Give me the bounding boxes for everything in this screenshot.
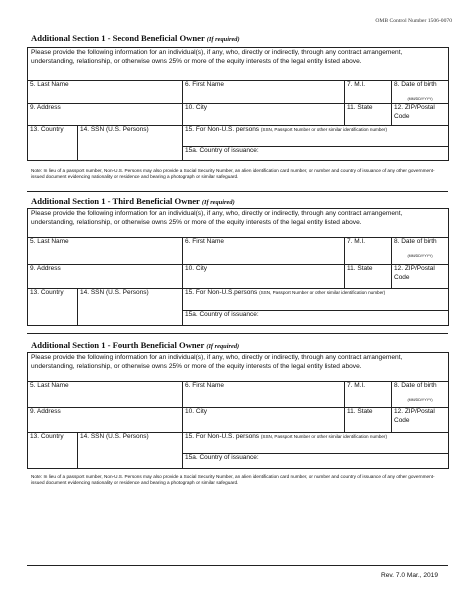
country-of-issuance-label: 15a. Country of issuance: [185, 311, 259, 318]
state-field[interactable] [345, 265, 392, 289]
date-of-birth-field[interactable] [392, 238, 449, 265]
state-label: 11. State [347, 104, 373, 112]
state-field[interactable] [345, 104, 392, 126]
intro-text: Please provide the following information for an individual(s), if any, who, directly or indirectly, through any contract arrangement, understanding, relationship, or otherwise owns 25% or more of the equity interests of the legal entity listed above. [28, 353, 449, 382]
intro-text: Please provide the following information for an individual(s), if any, who, directly or indirectly, through any contract arrangement, understanding, relationship, or otherwise owns 25% or more of the equity interests of the legal entity listed above. [28, 48, 449, 81]
country-field[interactable] [28, 289, 78, 326]
address-field[interactable] [28, 104, 183, 126]
intro-text: Please provide the following information for an individual(s), if any, who, directly or indirectly, through any contract arrangement, understanding, relationship, or otherwise owns 25% or more of the equity interests of the legal entity listed above. [28, 209, 449, 238]
country-field[interactable] [28, 433, 78, 469]
non-us-id-note: (SSN, Passport Number or other similar identification number) [260, 434, 387, 439]
state-label: 11. State [347, 408, 373, 415]
beneficial-owner-form-third [27, 208, 449, 326]
address-field[interactable] [28, 265, 183, 289]
non-us-id-label: 15. For Non-U.S. persons [185, 433, 260, 440]
city-field[interactable] [183, 104, 345, 126]
first-name-label: 6. First Name [185, 382, 225, 389]
section-divider [27, 333, 448, 334]
country-label: 13. Country [30, 433, 64, 440]
ssn-label: 14. SSN (U.S. Persons) [80, 126, 149, 134]
non-us-id-label: 15. For Non-U.S. persons [185, 126, 260, 134]
middle-initial-label: 7. M.I. [347, 238, 366, 245]
country-label: 13. Country [30, 126, 64, 134]
last-name-field[interactable] [28, 238, 183, 265]
country-of-issuance-field[interactable] [183, 311, 449, 326]
footer-divider [27, 565, 448, 566]
section-divider [27, 191, 448, 192]
non-us-id-field[interactable] [183, 126, 449, 147]
state-field[interactable] [345, 408, 392, 433]
address-label: 9. Address [30, 408, 61, 415]
section-title-third-owner [31, 196, 235, 206]
non-us-id-note: (SSN, Passport Number or other similar identification number) [259, 290, 386, 295]
last-name-field[interactable] [28, 382, 183, 408]
state-label: 11. State [347, 265, 373, 272]
date-of-birth-label: 8. Date of birth [394, 382, 437, 389]
zip-field[interactable] [392, 408, 449, 433]
non-us-id-note: (SSN, Passport Number or other similar identification number) [260, 127, 387, 133]
ssn-field[interactable] [78, 126, 183, 161]
section-title-fourth-owner [31, 340, 239, 350]
address-label: 9. Address [30, 104, 61, 112]
date-format-hint: (MM/DD/YYYY) [407, 397, 433, 402]
zip-label: 12. ZIP/Postal Code [394, 265, 435, 281]
country-label: 13. Country [30, 289, 64, 296]
section-qualifier: (If required) [206, 343, 240, 350]
beneficial-owner-form-second [27, 47, 449, 161]
form-revision: Rev. 7.0 Mar., 2019 [380, 572, 438, 579]
middle-initial-field[interactable] [345, 81, 392, 104]
date-of-birth-label: 8. Date of birth [394, 81, 437, 88]
section-title-text: Additional Section 1 - Second Beneficial Owner [31, 33, 205, 43]
last-name-field[interactable] [28, 81, 183, 104]
city-label: 10. City [185, 265, 208, 272]
zip-label: 12. ZIP/Postal Code [394, 408, 435, 424]
city-field[interactable] [183, 408, 345, 433]
first-name-field[interactable] [183, 382, 345, 408]
non-us-id-label: 15. For Non-U.S.persons [185, 289, 258, 296]
country-of-issuance-field[interactable] [183, 454, 449, 469]
date-of-birth-field[interactable] [392, 382, 449, 408]
country-of-issuance-field[interactable] [183, 147, 449, 161]
section-title-text: Additional Section 1 - Third Beneficial Owner [31, 196, 200, 206]
country-of-issuance-label: 15a. Country of issuance: [185, 454, 259, 461]
last-name-label: 5. Last Name [30, 81, 69, 88]
middle-initial-field[interactable] [345, 238, 392, 265]
passport-footnote: Note: In lieu of a passport number, Non-U.S. Persons may also provide a Social Security Number, an alien identification card number, or number and country of issuance of any other government-issued document evidencing nationality or residence and bearing a photograph or similar safeguard. [31, 168, 435, 180]
zip-field[interactable] [392, 265, 449, 289]
date-format-hint: (MM/DD/YYYY) [407, 96, 433, 101]
date-format-hint: (MM/DD/YYYY) [407, 253, 433, 258]
ssn-label: 14. SSN (U.S. Persons) [80, 289, 149, 296]
zip-label: 12. ZIP/Postal Code [394, 104, 435, 120]
non-us-id-field[interactable] [183, 433, 449, 454]
omb-control-number: OMB Control Number 1506-0070 [375, 18, 452, 24]
beneficial-owner-form-fourth [27, 352, 449, 469]
last-name-label: 5. Last Name [30, 382, 69, 389]
address-field[interactable] [28, 408, 183, 433]
country-field[interactable] [28, 126, 78, 161]
ssn-field[interactable] [78, 289, 183, 326]
section-qualifier: (If required) [201, 199, 235, 206]
ssn-label: 14. SSN (U.S. Persons) [80, 433, 149, 440]
city-label: 10. City [185, 104, 208, 112]
address-label: 9. Address [30, 265, 61, 272]
first-name-field[interactable] [183, 238, 345, 265]
middle-initial-label: 7. M.I. [347, 81, 366, 88]
zip-field[interactable] [392, 104, 449, 126]
last-name-label: 5. Last Name [30, 238, 69, 245]
city-field[interactable] [183, 265, 345, 289]
date-of-birth-field[interactable] [392, 81, 449, 104]
first-name-label: 6. First Name [185, 238, 225, 245]
section-title-second-owner [31, 33, 240, 43]
city-label: 10. City [185, 408, 208, 415]
middle-initial-label: 7. M.I. [347, 382, 366, 389]
date-of-birth-label: 8. Date of birth [394, 238, 437, 245]
ssn-field[interactable] [78, 433, 183, 469]
first-name-label: 6. First Name [185, 81, 225, 88]
section-title-text: Additional Section 1 - Fourth Beneficial Owner [31, 340, 205, 350]
passport-footnote: Note: In lieu of a passport number, Non-U.S. Persons may also provide a Social Security Number, an alien identification card number, or number and country of issuance of any other government-issued document evidencing nationality or residence and bearing a photograph or similar safeguard. [31, 474, 435, 486]
country-of-issuance-label: 15a. Country of issuance: [185, 147, 259, 155]
section-qualifier: (If required) [206, 36, 240, 43]
first-name-field[interactable] [183, 81, 345, 104]
middle-initial-field[interactable] [345, 382, 392, 408]
non-us-id-field[interactable] [183, 289, 449, 311]
